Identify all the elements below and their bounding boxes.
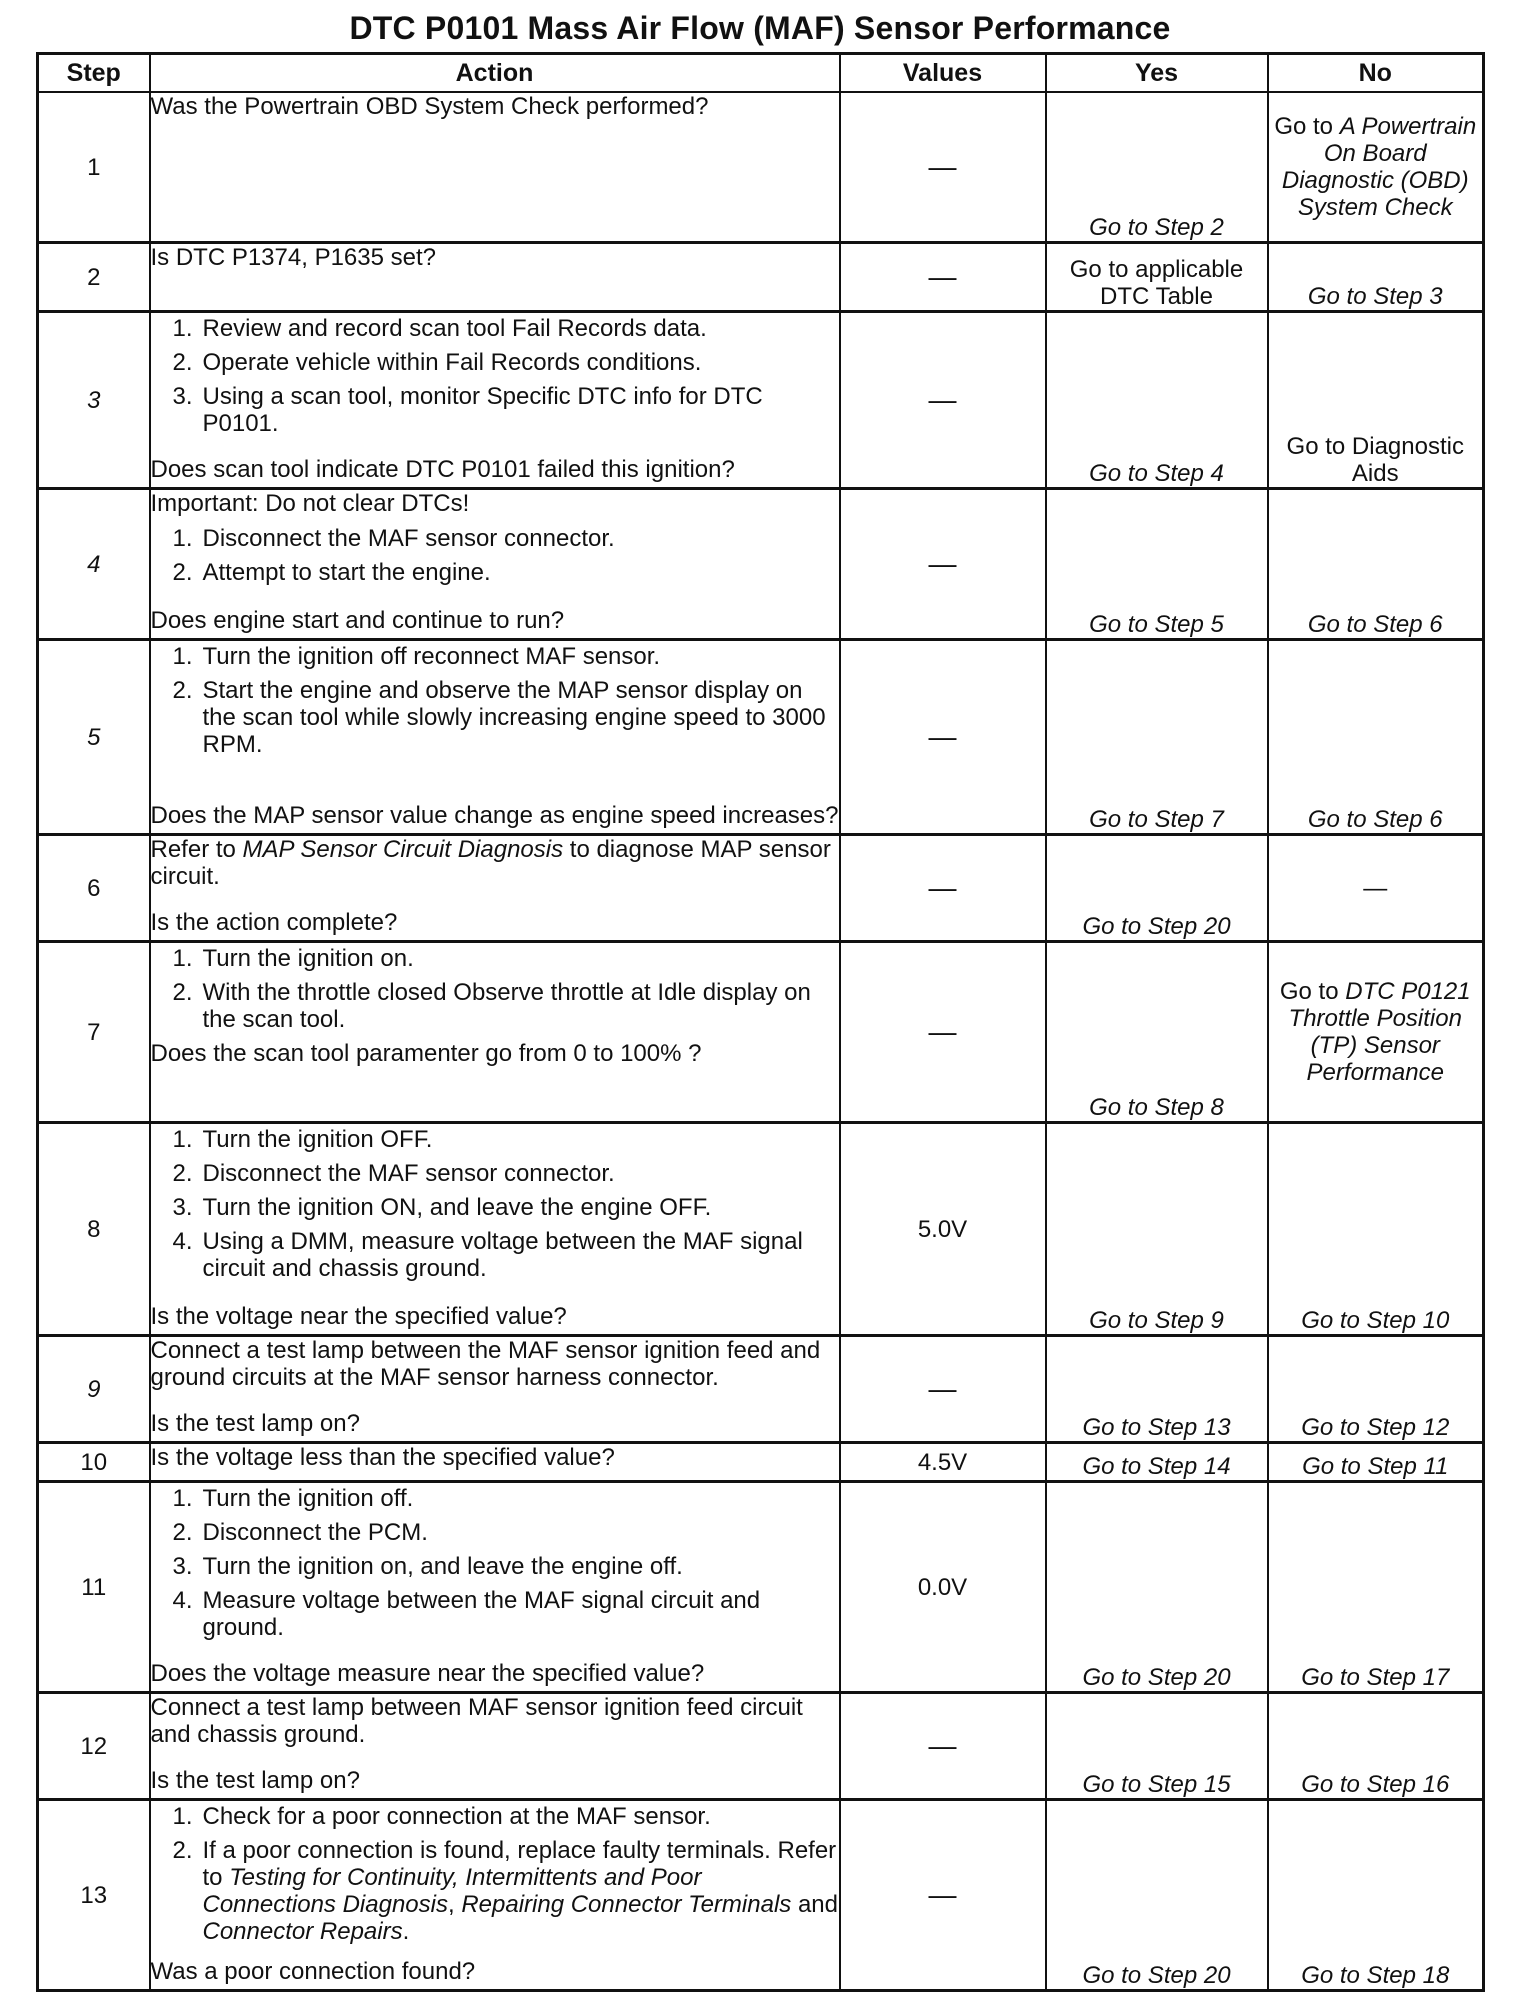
step-cell: [38, 1336, 150, 1443]
yes-result-run: Go to Step 2: [1089, 214, 1224, 241]
diagnostic-table: [36, 52, 1485, 1992]
action-step-number: 1.: [172, 315, 193, 342]
action-intro-run: Was the Powertrain OBD System Check performed?: [150, 93, 709, 120]
specified-value: 5.0V: [917, 1215, 968, 1243]
action-question: [151, 1410, 839, 1439]
action-intro-run: Connect a test lamp between the MAF sensor ignition feed and ground circuits at the MAF sensor harness connector.: [150, 1337, 821, 1391]
yes-result-run: Go to Step 20: [1082, 1664, 1231, 1691]
step-number: 7: [87, 1018, 101, 1046]
action-content: [151, 490, 839, 636]
action-step-item: [151, 1837, 839, 1945]
action-cell: [150, 1123, 840, 1336]
action-step-text-run: and: [791, 1891, 838, 1918]
action-intro: [151, 1444, 839, 1471]
action-content: [151, 1124, 839, 1332]
action-step-number: 4.: [172, 1228, 193, 1255]
step-number: 10: [80, 1448, 108, 1476]
header-yes: Yes: [1046, 54, 1268, 93]
specified-value: —: [928, 1729, 957, 1761]
action-intro-run: Is DTC P1374, P1635 set?: [150, 244, 436, 271]
no-cell: [1268, 1336, 1484, 1443]
action-question-run: Is the voltage near the specified value?: [150, 1303, 567, 1330]
action-steps-list: [151, 523, 839, 593]
action-question: [151, 1303, 839, 1332]
value-cell: [840, 1482, 1046, 1693]
no-cell: [1268, 489, 1484, 640]
action-step-number: 1.: [172, 1485, 193, 1512]
action-steps-list: [151, 641, 839, 765]
specified-value: —: [928, 1015, 957, 1047]
step-number: 9: [87, 1375, 101, 1403]
value-cell: [840, 92, 1046, 243]
action-step-number: 4.: [172, 1587, 193, 1614]
action-steps-list: [151, 1483, 839, 1648]
action-step-item: [151, 643, 839, 670]
action-cell: [150, 1443, 840, 1482]
no-cell: [1268, 640, 1484, 835]
no-result-run: Go to Step 6: [1307, 806, 1443, 833]
yes-result-run: Go to Step 7: [1089, 806, 1224, 833]
table-row: [38, 640, 1484, 835]
no-cell: [1268, 1800, 1484, 1991]
header-values: Values: [840, 54, 1046, 93]
action-intro: [151, 1337, 839, 1391]
yes-cell: [1046, 640, 1268, 835]
action-cell: [150, 1482, 840, 1693]
specified-value: —: [928, 720, 957, 752]
action-step-text-run: Operate vehicle within Fail Records conditions.: [202, 349, 702, 376]
action-step-text-run: If a poor connection is found, replace faulty terminals. Refer to: [202, 1837, 837, 1891]
action-step-number: 1.: [172, 525, 193, 552]
value-cell: [840, 640, 1046, 835]
table-row: [38, 942, 1484, 1123]
specified-value: —: [928, 383, 957, 415]
no-cell: [1268, 942, 1484, 1123]
specified-value: —: [928, 871, 957, 903]
action-step-text-run: Turn the ignition ON, and leave the engine OFF.: [202, 1194, 712, 1221]
action-intro: [151, 93, 839, 120]
table-row: [38, 243, 1484, 312]
action-step-text-run: Turn the ignition off.: [202, 1485, 414, 1512]
action-step-item: [151, 979, 839, 1033]
no-cell: [1268, 835, 1484, 942]
step-number: 3: [87, 386, 101, 414]
yes-result-run: Go to Step 13: [1082, 1414, 1231, 1441]
table-row: [38, 92, 1484, 243]
action-step-number: 1.: [172, 945, 193, 972]
action-question-run: Does the MAP sensor value change as engine speed increases?: [150, 802, 839, 829]
yes-cell: [1046, 942, 1268, 1123]
action-content: [151, 836, 839, 938]
step-number: 6: [87, 874, 101, 902]
action-step-text: [203, 1519, 839, 1546]
action-step-text: [203, 677, 839, 758]
action-cell: [150, 640, 840, 835]
action-question-run: Does scan tool indicate DTC P0101 failed this ignition?: [150, 456, 735, 483]
action-step-number: 2.: [172, 979, 193, 1006]
specified-value: —: [928, 150, 957, 182]
action-question-run: Was a poor connection found?: [150, 1958, 476, 1985]
step-cell: [38, 1482, 150, 1693]
action-question: [151, 909, 839, 938]
yes-result-run: Go to Step 9: [1089, 1307, 1224, 1334]
action-step-text: [203, 945, 839, 972]
action-cell: [150, 1800, 840, 1991]
no-result-run: Go to Step 11: [1302, 1453, 1449, 1480]
action-cell: [150, 942, 840, 1123]
step-cell: [38, 1693, 150, 1800]
step-number: 8: [87, 1215, 101, 1243]
step-number: 11: [81, 1573, 107, 1601]
action-cell: [150, 92, 840, 243]
table-row: [38, 1482, 1484, 1693]
action-step-item: [151, 1485, 839, 1512]
step-number: 2: [87, 263, 101, 291]
action-question-run: Does the scan tool paramenter go from 0 to 100% ?: [150, 1040, 702, 1067]
value-cell: [840, 942, 1046, 1123]
yes-result-run: Go to Step 20: [1082, 1962, 1231, 1989]
action-step-number: 1.: [172, 1126, 193, 1153]
action-cell: [150, 312, 840, 489]
action-step-item: [151, 525, 839, 552]
yes-cell: [1046, 92, 1268, 243]
action-steps-list: [151, 943, 839, 1040]
step-cell: [38, 243, 150, 312]
table-row: [38, 835, 1484, 942]
value-cell: [840, 489, 1046, 640]
specified-value: —: [928, 1372, 957, 1404]
no-result-run: Go to Step 3: [1307, 283, 1443, 310]
no-result-run: Go to Step 18: [1301, 1962, 1450, 1989]
action-question: [151, 802, 839, 831]
yes-result-run: Go to Step 14: [1082, 1453, 1231, 1480]
value-cell: [840, 1693, 1046, 1800]
specified-value: —: [928, 547, 957, 579]
specified-value: —: [928, 1878, 957, 1910]
yes-cell: [1046, 243, 1268, 312]
action-intro: [151, 836, 839, 890]
action-question-run: Does engine start and continue to run?: [150, 607, 565, 634]
action-step-text: [203, 1587, 839, 1641]
action-step-text-run: Turn the ignition on.: [202, 945, 414, 972]
action-content: [151, 943, 839, 1119]
action-content: [151, 1801, 839, 1987]
action-step-item: [151, 1228, 839, 1282]
action-step-text: [203, 1228, 839, 1282]
action-step-text-run: Connector Repairs: [202, 1918, 403, 1945]
action-question-run: Is the test lamp on?: [150, 1767, 360, 1794]
action-content: [151, 1444, 839, 1478]
no-cell: [1268, 312, 1484, 489]
no-cell: [1268, 92, 1484, 243]
action-step-item: [151, 1126, 839, 1153]
action-content: [151, 244, 839, 308]
no-result-run: Go to Step 12: [1301, 1414, 1450, 1441]
action-step-text-run: Attempt to start the engine.: [202, 559, 491, 586]
action-step-text: [203, 525, 839, 552]
action-step-text: [203, 1194, 839, 1221]
action-step-text: [203, 1803, 839, 1830]
action-step-text-run: Measure voltage between the MAF signal circuit and ground.: [202, 1587, 761, 1641]
no-result-run: Go to: [1279, 978, 1346, 1005]
yes-cell: [1046, 1482, 1268, 1693]
action-step-text-run: Review and record scan tool Fail Records data.: [202, 315, 707, 342]
value-cell: [840, 1800, 1046, 1991]
action-step-text-run: Start the engine and observe the MAP sensor display on the scan tool while slowly increasing engine speed to 3000 RPM.: [202, 677, 826, 758]
no-result-run: A Powertrain On Board Diagnostic (OBD) System Check: [1281, 113, 1477, 221]
action-intro-run: MAP Sensor Circuit Diagnosis: [242, 836, 564, 863]
action-step-item: [151, 1519, 839, 1546]
action-question-run: Is the action complete?: [150, 909, 398, 936]
action-intro: [151, 1694, 839, 1748]
action-step-text: [203, 559, 839, 586]
table-row: [38, 1123, 1484, 1336]
no-cell: [1268, 1693, 1484, 1800]
action-question: [151, 456, 839, 485]
action-step-number: 2.: [172, 1519, 193, 1546]
action-step-text-run: .: [402, 1918, 410, 1945]
specified-value: 4.5V: [917, 1448, 968, 1476]
step-number: 1: [87, 153, 101, 181]
value-cell: [840, 1443, 1046, 1482]
action-steps-list: [151, 1124, 839, 1289]
yes-result-run: Go to Step 4: [1089, 460, 1224, 487]
no-cell: [1268, 243, 1484, 312]
action-step-text-run: Using a scan tool, monitor Specific DTC info for DTC P0101.: [202, 383, 763, 437]
table-header: [38, 54, 1484, 93]
page-title: DTC P0101 Mass Air Flow (MAF) Sensor Performance: [349, 10, 1171, 46]
action-intro: [151, 244, 839, 271]
action-step-item: [151, 1160, 839, 1187]
no-cell: [1268, 1482, 1484, 1693]
action-step-number: 3.: [172, 383, 193, 410]
action-content: [151, 641, 839, 831]
action-cell: [150, 243, 840, 312]
no-result-run: —: [1363, 874, 1388, 902]
step-cell: [38, 489, 150, 640]
specified-value: —: [928, 260, 957, 292]
table-body: [38, 92, 1484, 1991]
step-number: 12: [80, 1732, 108, 1760]
yes-cell: [1046, 312, 1268, 489]
step-cell: [38, 942, 150, 1123]
action-step-text: [203, 1553, 839, 1580]
action-step-item: [151, 315, 839, 342]
yes-cell: [1046, 1336, 1268, 1443]
action-cell: [150, 1336, 840, 1443]
header-action: Action: [150, 54, 840, 93]
no-cell: [1268, 1443, 1484, 1482]
action-step-text-run: Repairing Connector Terminals: [461, 1891, 792, 1918]
action-step-text: [203, 643, 839, 670]
action-step-item: [151, 677, 839, 758]
action-step-text: [203, 1485, 839, 1512]
no-result-run: Go to Step 6: [1307, 611, 1443, 638]
value-cell: [840, 243, 1046, 312]
no-result-run: Go to Step 10: [1301, 1307, 1450, 1334]
action-intro-run: Important: Do not clear DTCs!: [150, 490, 470, 517]
action-step-text-run: Turn the ignition OFF.: [202, 1126, 433, 1153]
action-steps-list: [151, 313, 839, 444]
action-step-text: [203, 1126, 839, 1153]
action-step-text: [203, 315, 839, 342]
action-step-text-run: Disconnect the MAF sensor connector.: [202, 1160, 615, 1187]
action-step-text-run: Turn the ignition on, and leave the engine off.: [202, 1553, 683, 1580]
action-question: [151, 607, 839, 636]
header-step: Step: [38, 54, 150, 93]
step-cell: [38, 1443, 150, 1482]
action-intro: [151, 490, 839, 517]
action-step-number: 2.: [172, 677, 193, 704]
yes-cell: [1046, 1123, 1268, 1336]
action-intro-run: Connect a test lamp between MAF sensor ignition feed circuit and chassis ground.: [150, 1694, 803, 1748]
action-step-text: [203, 1837, 839, 1945]
action-step-item: [151, 1587, 839, 1641]
step-cell: [38, 92, 150, 243]
action-cell: [150, 489, 840, 640]
action-content: [151, 1337, 839, 1439]
yes-result-run: Go to Step 5: [1089, 611, 1224, 638]
value-cell: [840, 835, 1046, 942]
header-no: No: [1268, 54, 1484, 93]
action-question-run: Does the voltage measure near the specified value?: [150, 1660, 705, 1687]
yes-cell: [1046, 1443, 1268, 1482]
step-cell: [38, 1123, 150, 1336]
action-step-number: 2.: [172, 559, 193, 586]
no-cell: [1268, 1123, 1484, 1336]
yes-cell: [1046, 1693, 1268, 1800]
action-step-item: [151, 1803, 839, 1830]
yes-cell: [1046, 489, 1268, 640]
action-cell: [150, 1693, 840, 1800]
action-step-item: [151, 559, 839, 586]
yes-result-run: Go to Step 15: [1082, 1771, 1231, 1798]
action-step-item: [151, 1553, 839, 1580]
step-cell: [38, 835, 150, 942]
action-question: [151, 1040, 839, 1067]
action-cell: [150, 835, 840, 942]
step-cell: [38, 640, 150, 835]
action-step-text-run: With the throttle closed Observe throttle at Idle display on the scan tool.: [202, 979, 811, 1033]
action-question-run: Is the test lamp on?: [150, 1410, 360, 1437]
action-step-text-run: ,: [447, 1891, 462, 1918]
step-cell: [38, 1800, 150, 1991]
action-step-text: [203, 349, 839, 376]
action-question: [151, 1958, 839, 1987]
step-number: 13: [80, 1881, 108, 1909]
step-number: 5: [87, 723, 101, 751]
action-step-item: [151, 383, 839, 437]
value-cell: [840, 1123, 1046, 1336]
action-steps-list: [151, 1801, 839, 1952]
action-step-number: 2.: [172, 1837, 193, 1864]
action-intro-run: to diagnose MAP sensor circuit.: [150, 836, 831, 890]
action-intro-run: Refer to: [150, 836, 243, 863]
action-step-text: [203, 383, 839, 437]
yes-result-run: Go to Step 8: [1089, 1094, 1224, 1121]
action-step-item: [151, 1194, 839, 1221]
table-row: [38, 1800, 1484, 1991]
no-result-run: Go to Diagnostic Aids: [1286, 433, 1464, 487]
action-step-text-run: Check for a poor connection at the MAF sensor.: [202, 1803, 711, 1830]
action-step-number: 1.: [172, 1803, 193, 1830]
action-step-text: [203, 1160, 839, 1187]
action-step-text-run: Disconnect the MAF sensor connector.: [202, 525, 615, 552]
action-step-text-run: Disconnect the PCM.: [202, 1519, 428, 1546]
value-cell: [840, 1336, 1046, 1443]
action-question: [151, 1660, 839, 1689]
action-step-number: 3.: [172, 1553, 193, 1580]
action-step-text-run: Turn the ignition off reconnect MAF sensor.: [202, 643, 661, 670]
action-content: [151, 93, 839, 239]
table-row: [38, 1693, 1484, 1800]
action-step-item: [151, 349, 839, 376]
action-content: [151, 313, 839, 485]
header-row: [38, 54, 1484, 93]
action-intro-run: Is the voltage less than the specified value?: [150, 1444, 615, 1471]
table-row: [38, 312, 1484, 489]
table-row: [38, 1443, 1484, 1482]
action-content: [151, 1483, 839, 1689]
value-cell: [840, 312, 1046, 489]
specified-value: 0.0V: [917, 1573, 968, 1601]
action-step-number: 2.: [172, 1160, 193, 1187]
step-number: 4: [87, 550, 101, 578]
no-result-run: DTC P0121 Throttle Position (TP) Sensor Performance: [1288, 978, 1471, 1086]
yes-cell: [1046, 1800, 1268, 1991]
yes-result-run: Go to Step 20: [1082, 913, 1231, 940]
action-step-text: [203, 979, 839, 1033]
table-row: [38, 1336, 1484, 1443]
no-result-run: Go to: [1274, 113, 1340, 140]
action-step-text-run: Testing for Continuity, Intermittents and Poor Connections Diagnosis: [202, 1864, 702, 1918]
yes-cell: [1046, 835, 1268, 942]
yes-result-run: Go to applicable DTC Table: [1069, 256, 1244, 310]
action-content: [151, 1694, 839, 1796]
action-question: [151, 1767, 839, 1796]
action-step-text-run: Using a DMM, measure voltage between the MAF signal circuit and chassis ground.: [202, 1228, 803, 1282]
action-step-number: 3.: [172, 1194, 193, 1221]
action-step-number: 2.: [172, 349, 193, 376]
step-cell: [38, 312, 150, 489]
no-result-run: Go to Step 17: [1301, 1664, 1450, 1691]
action-step-number: 1.: [172, 643, 193, 670]
action-step-item: [151, 945, 839, 972]
no-result-run: Go to Step 16: [1301, 1771, 1450, 1798]
table-row: [38, 489, 1484, 640]
